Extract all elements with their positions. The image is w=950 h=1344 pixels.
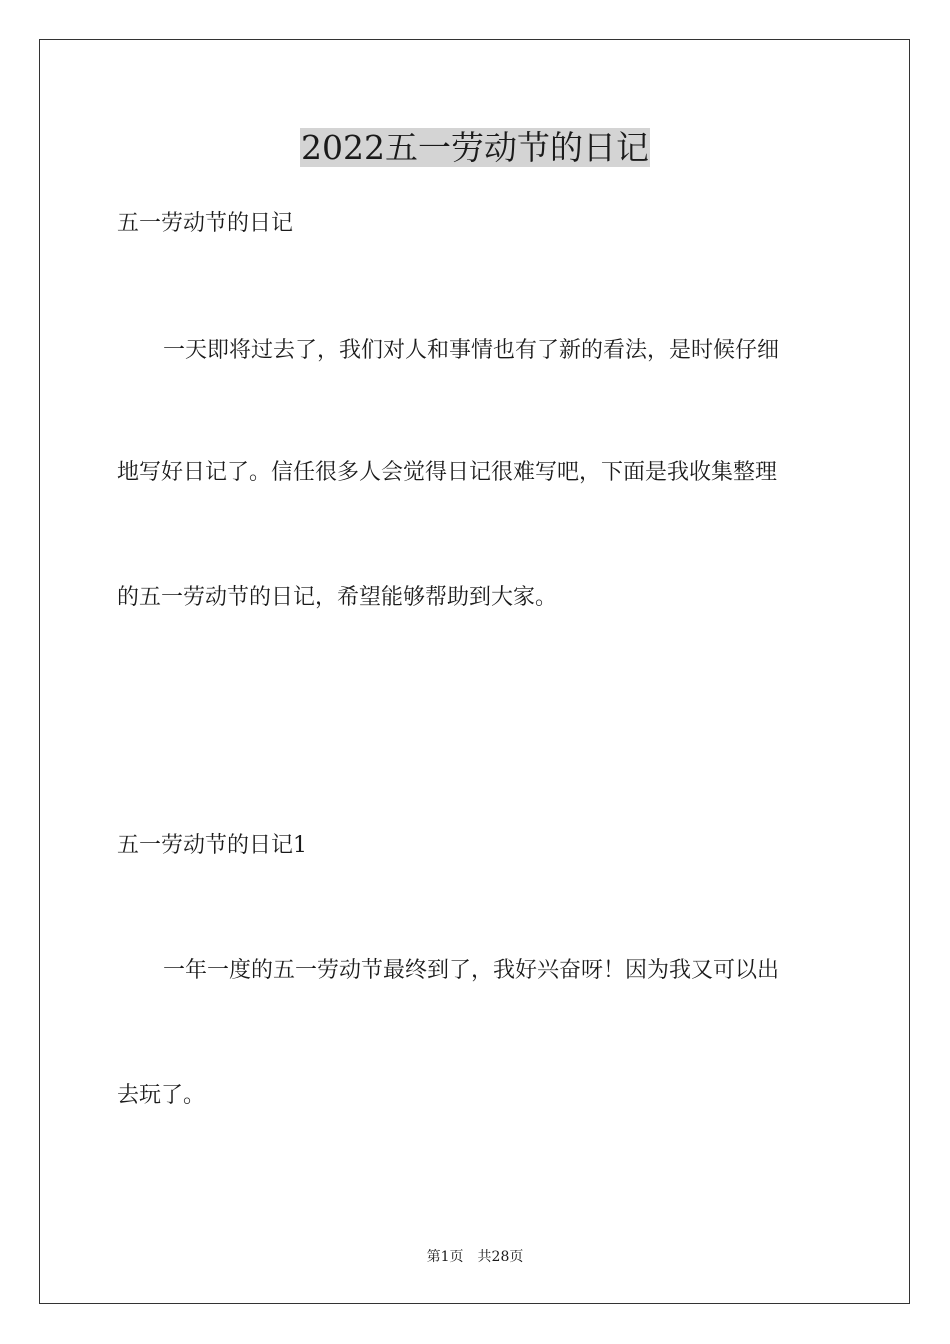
page-number: 第1页 (426, 1249, 464, 1265)
paragraph-line: 一天即将过去了，我们对人和事情也有了新的看法，是时候仔细 (163, 338, 780, 363)
section-heading: 五一劳动节的日记1 (117, 833, 307, 858)
page-footer (0, 1247, 950, 1267)
paragraph-line: 地写好日记了。信任很多人会觉得日记很难写吧，下面是我收集整理 (117, 460, 778, 485)
section-heading: 五一劳动节的日记 (117, 211, 294, 236)
document-title-text: 2022五一劳动节的日记 (301, 128, 649, 167)
paragraph-line: 去玩了。 (117, 1083, 206, 1108)
paragraph-line: 一年一度的五一劳动节最终到了，我好兴奋呀！因为我又可以出 (163, 958, 780, 983)
page-total: 共28页 (477, 1249, 524, 1265)
paragraph-line: 的五一劳动节的日记，希望能够帮助到大家。 (117, 585, 558, 610)
document-title (0, 126, 950, 170)
